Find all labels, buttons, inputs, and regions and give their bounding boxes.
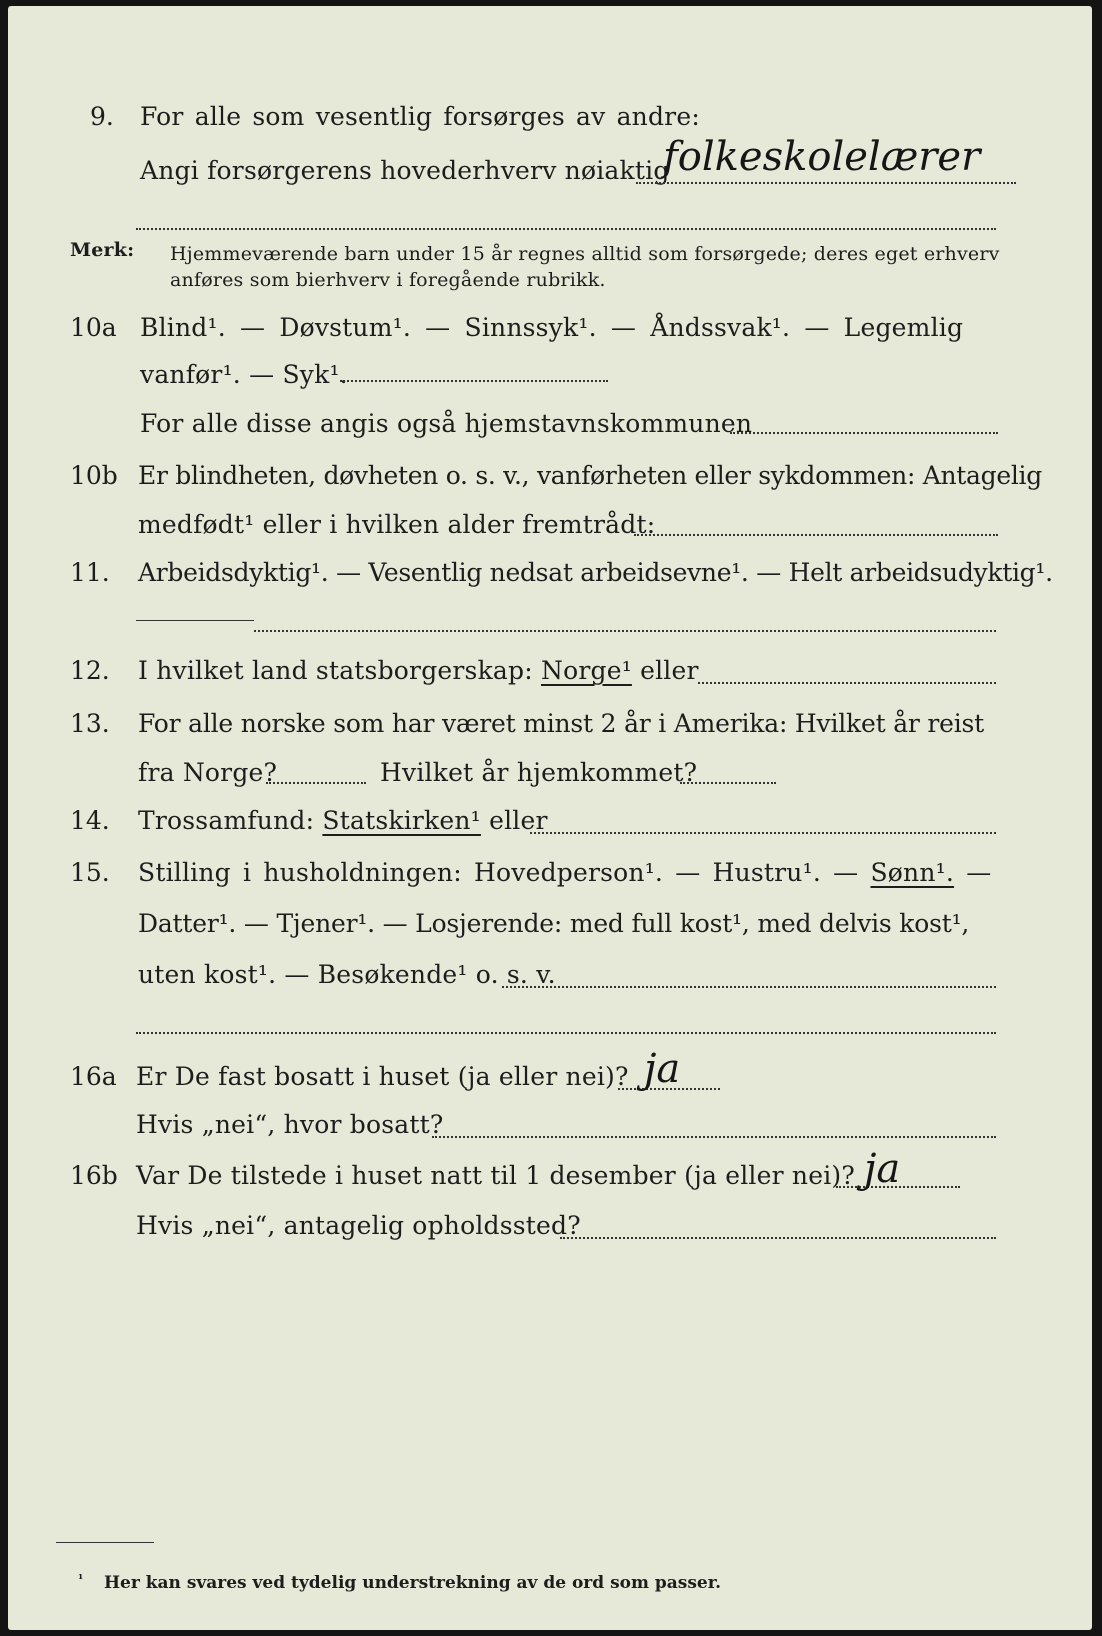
q10a-answer-line2: [730, 432, 998, 434]
q14-question: Trossamfund:: [138, 806, 315, 835]
merk-text-line2: anføres som bierhverv i foregående rubrikk.: [170, 269, 606, 291]
q9-number: 9.: [90, 102, 114, 131]
q13-text-line2b: Hvilket år hjemkommet?: [380, 758, 698, 787]
q13-text-line1: For alle norske som har været minst 2 år i Amerika: Hvilket år reist: [138, 709, 985, 738]
q10b-text-line2: medfødt¹ eller i hvilken alder fremtrådt:: [138, 510, 656, 539]
q11-answer-rule: [136, 620, 254, 621]
footnote-mark: ¹: [78, 1572, 84, 1586]
q10b-answer-line: [634, 534, 998, 536]
q16a-number: 16a: [70, 1062, 117, 1091]
q14-number: 14.: [70, 806, 110, 835]
q16b-location-line: [560, 1237, 996, 1239]
q15-answer-line: [502, 986, 996, 988]
q9-text-line2: Angi forsørgerens hovederhverv nøiaktig: [140, 156, 670, 185]
q11-text-line1: Arbeidsdyktig¹. — Vesentlig nedsat arbeidsevne¹. — Helt arbeidsudyktig¹.: [138, 558, 1053, 587]
q15-line1-pre: Stilling i husholdningen: Hovedperson¹. — Hustru¹. —: [138, 858, 859, 887]
census-form-page: [8, 6, 1092, 1630]
q13-year-returned-line: [680, 782, 776, 784]
q10a-text-line2: vanfør¹. — Syk¹.: [140, 360, 348, 389]
q14-eller: eller: [489, 806, 548, 835]
q10a-answer-line1: [340, 380, 608, 382]
q13-year-left-line: [266, 782, 366, 784]
q10a-text-line3: For alle disse angis også hjemstavnskommunen: [140, 409, 753, 438]
footnote-text: Her kan svares ved tydelig understrekning av de ord som passer.: [104, 1573, 722, 1593]
q15-text-line3: uten kost¹. — Besøkende¹ o. s. v.: [138, 960, 556, 989]
q16b-handwritten-answer: ja: [864, 1146, 901, 1192]
q12-number: 12.: [70, 656, 110, 685]
q12-question: I hvilket land statsborgerskap:: [138, 656, 533, 685]
q16b-number: 16b: [70, 1161, 118, 1190]
q12-eller: eller: [640, 656, 699, 685]
q15-line1-post: —: [966, 858, 992, 887]
q14-text-line: [138, 806, 548, 835]
q15-extra-line: [136, 1032, 996, 1034]
q11-answer-line: [254, 630, 996, 632]
q16b-text-line2: Hvis „nei“, antagelig opholdssted?: [136, 1211, 581, 1240]
q15-text-line1: [138, 858, 991, 887]
q9-answer-line: [636, 182, 1016, 184]
merk-label: Merk:: [70, 239, 135, 261]
merk-text-line1: Hjemmeværende barn under 15 år regnes alltid som forsørgede; deres eget erhverv: [170, 243, 1000, 265]
footnote-rule: [56, 1542, 154, 1543]
q14-answer-line: [530, 832, 996, 834]
q12-answer-line: [698, 682, 996, 684]
q13-text-line2a: fra Norge?: [138, 758, 278, 787]
q10b-number: 10b: [70, 461, 118, 490]
q14-underlined-answer: Statskirken¹: [322, 806, 481, 835]
q15-underlined-answer: Sønn¹.: [870, 858, 955, 887]
q16a-text-line1: Er De fast bosatt i huset (ja eller nei)?: [136, 1062, 629, 1091]
q15-text-line2: Datter¹. — Tjener¹. — Losjerende: med full kost¹, med delvis kost¹,: [138, 909, 970, 938]
q9-text-line1: For alle som vesentlig forsørges av andre:: [140, 102, 700, 131]
q10a-text-line1: Blind¹. — Døvstum¹. — Sinnssyk¹. — Åndssvak¹. — Legemlig: [140, 313, 964, 342]
q9-extra-line: [136, 228, 996, 230]
q16a-location-line: [432, 1136, 996, 1138]
q16a-text-line2: Hvis „nei“, hvor bosatt?: [136, 1110, 444, 1139]
q12-text-line: [138, 656, 699, 685]
q10a-number: 10a: [70, 313, 117, 342]
q11-number: 11.: [70, 558, 110, 587]
q16b-text-line1: Var De tilstede i huset natt til 1 desember (ja eller nei)?: [136, 1161, 855, 1190]
q16a-handwritten-answer: ja: [644, 1046, 681, 1092]
q9-handwritten-answer: folkeskolelærer: [663, 134, 981, 180]
q13-number: 13.: [70, 709, 110, 738]
q12-underlined-answer: Norge¹: [541, 656, 632, 685]
q10b-text-line1: Er blindheten, døvheten o. s. v., vanførheten eller sykdommen: Antagelig: [138, 461, 1042, 490]
q15-number: 15.: [70, 858, 110, 887]
